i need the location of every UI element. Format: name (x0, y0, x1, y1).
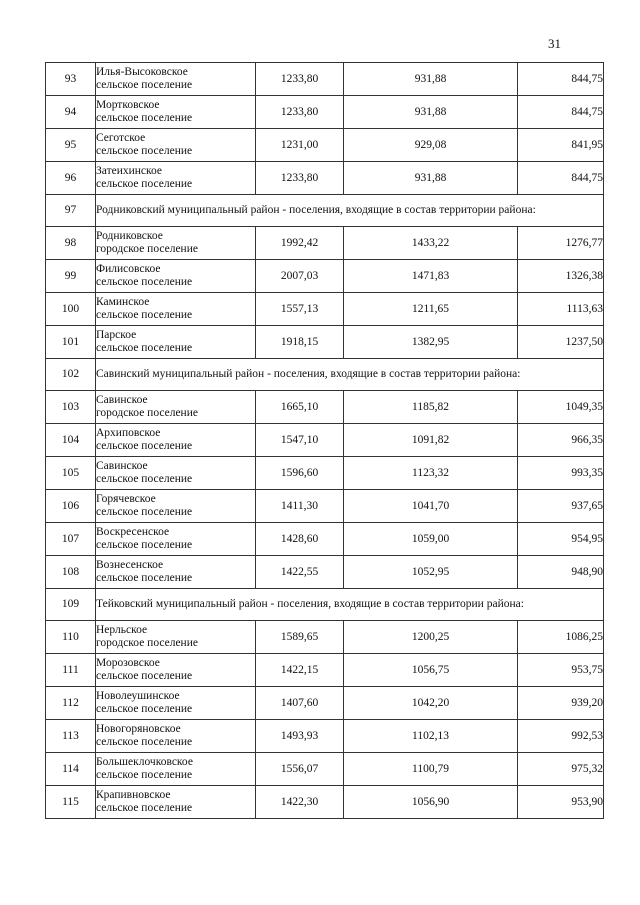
value-1: 1422,15 (256, 654, 344, 687)
table-row (46, 720, 604, 753)
settlement-type: сельское поселение (96, 670, 193, 682)
settlement-name (96, 227, 256, 260)
settlement-title: Нерльское (96, 624, 148, 636)
value-3: 1237,50 (518, 326, 604, 359)
row-number: 113 (46, 720, 96, 753)
value-3: 948,90 (518, 556, 604, 589)
value-1: 1596,60 (256, 457, 344, 490)
table-row (46, 786, 604, 819)
table-row (46, 523, 604, 556)
value-1: 2007,03 (256, 260, 344, 293)
value-2: 1059,00 (344, 523, 518, 556)
settlement-type: городское поселение (96, 637, 198, 649)
value-2: 1382,95 (344, 326, 518, 359)
settlement-title: Савинское (96, 394, 148, 406)
settlement-title: Илья-Высоковское (96, 66, 188, 78)
settlement-title: Воскресенское (96, 526, 170, 538)
row-number: 115 (46, 786, 96, 819)
table-row (46, 326, 604, 359)
value-1: 1547,10 (256, 424, 344, 457)
table-row (46, 424, 604, 457)
settlement-type: сельское поселение (96, 112, 193, 124)
settlement-name (96, 457, 256, 490)
value-1: 1231,00 (256, 129, 344, 162)
settlement-type: городское поселение (96, 407, 198, 419)
value-3: 1326,38 (518, 260, 604, 293)
table-row (46, 753, 604, 786)
value-3: 993,35 (518, 457, 604, 490)
settlements-table (45, 62, 604, 819)
value-3: 1086,25 (518, 621, 604, 654)
row-number: 97 (46, 195, 96, 227)
value-1: 1493,93 (256, 720, 344, 753)
table-row (46, 457, 604, 490)
value-1: 1557,13 (256, 293, 344, 326)
row-number: 98 (46, 227, 96, 260)
value-1: 1589,65 (256, 621, 344, 654)
settlement-type: сельское поселение (96, 309, 193, 321)
settlement-name (96, 326, 256, 359)
value-3: 975,32 (518, 753, 604, 786)
row-number: 105 (46, 457, 96, 490)
district-header-row (46, 195, 604, 227)
settlement-type: сельское поселение (96, 79, 193, 91)
table-body (46, 63, 604, 819)
value-2: 1052,95 (344, 556, 518, 589)
district-heading: Родниковский муниципальный район - поселения, входящие в состав территории района: (96, 195, 604, 227)
settlement-name (96, 260, 256, 293)
table-row (46, 293, 604, 326)
settlement-name (96, 720, 256, 753)
settlement-title: Родниковское (96, 230, 163, 242)
value-2: 931,88 (344, 162, 518, 195)
row-number: 93 (46, 63, 96, 96)
settlement-type: сельское поселение (96, 145, 193, 157)
value-1: 1233,80 (256, 63, 344, 96)
value-2: 931,88 (344, 63, 518, 96)
settlement-type: сельское поселение (96, 736, 193, 748)
settlement-type: городское поселение (96, 243, 198, 255)
value-2: 1123,32 (344, 457, 518, 490)
value-2: 929,08 (344, 129, 518, 162)
table-row (46, 63, 604, 96)
settlement-name (96, 654, 256, 687)
value-3: 937,65 (518, 490, 604, 523)
row-number: 106 (46, 490, 96, 523)
value-3: 841,95 (518, 129, 604, 162)
district-heading: Тейковский муниципальный район - поселения, входящие в состав территории района: (96, 589, 604, 621)
settlement-name (96, 753, 256, 786)
row-number: 114 (46, 753, 96, 786)
value-1: 1233,80 (256, 162, 344, 195)
settlement-name (96, 391, 256, 424)
row-number: 110 (46, 621, 96, 654)
settlement-title: Вознесенское (96, 559, 164, 571)
row-number: 107 (46, 523, 96, 556)
value-3: 1049,35 (518, 391, 604, 424)
settlement-type: сельское поселение (96, 276, 193, 288)
value-3: 966,35 (518, 424, 604, 457)
value-1: 1665,10 (256, 391, 344, 424)
district-header-row (46, 359, 604, 391)
value-2: 1091,82 (344, 424, 518, 457)
value-3: 954,95 (518, 523, 604, 556)
value-2: 1102,13 (344, 720, 518, 753)
settlement-title: Архиповское (96, 427, 161, 439)
value-2: 1185,82 (344, 391, 518, 424)
district-header-row (46, 589, 604, 621)
table-row (46, 162, 604, 195)
settlement-title: Морозовское (96, 657, 160, 669)
settlement-type: сельское поселение (96, 703, 193, 715)
value-3: 1276,77 (518, 227, 604, 260)
row-number: 102 (46, 359, 96, 391)
table-row (46, 621, 604, 654)
settlement-name (96, 621, 256, 654)
row-number: 103 (46, 391, 96, 424)
table-row (46, 490, 604, 523)
settlement-title: Филисовское (96, 263, 161, 275)
settlement-title: Затеихинское (96, 165, 163, 177)
settlement-type: сельское поселение (96, 178, 193, 190)
value-3: 953,90 (518, 786, 604, 819)
value-3: 1113,63 (518, 293, 604, 326)
table-row (46, 556, 604, 589)
settlement-title: Каминское (96, 296, 150, 308)
settlement-name (96, 129, 256, 162)
settlement-name (96, 687, 256, 720)
value-3: 844,75 (518, 63, 604, 96)
table-row (46, 260, 604, 293)
value-2: 1056,75 (344, 654, 518, 687)
value-3: 939,20 (518, 687, 604, 720)
value-3: 992,53 (518, 720, 604, 753)
settlement-name (96, 490, 256, 523)
row-number: 99 (46, 260, 96, 293)
value-1: 1233,80 (256, 96, 344, 129)
table-row (46, 96, 604, 129)
settlement-name (96, 523, 256, 556)
value-2: 931,88 (344, 96, 518, 129)
value-2: 1211,65 (344, 293, 518, 326)
value-2: 1056,90 (344, 786, 518, 819)
value-1: 1422,30 (256, 786, 344, 819)
value-3: 844,75 (518, 162, 604, 195)
settlement-type: сельское поселение (96, 440, 193, 452)
settlement-title: Крапивновское (96, 789, 171, 801)
settlement-type: сельское поселение (96, 473, 193, 485)
settlement-title: Мортковское (96, 99, 160, 111)
row-number: 100 (46, 293, 96, 326)
settlement-name (96, 96, 256, 129)
value-1: 1422,55 (256, 556, 344, 589)
row-number: 101 (46, 326, 96, 359)
value-1: 1407,60 (256, 687, 344, 720)
value-2: 1042,20 (344, 687, 518, 720)
value-1: 1918,15 (256, 326, 344, 359)
value-1: 1428,60 (256, 523, 344, 556)
settlement-type: сельское поселение (96, 572, 193, 584)
settlement-type: сельское поселение (96, 506, 193, 518)
value-2: 1100,79 (344, 753, 518, 786)
value-1: 1556,07 (256, 753, 344, 786)
settlement-name (96, 424, 256, 457)
row-number: 96 (46, 162, 96, 195)
table-row (46, 227, 604, 260)
value-2: 1433,22 (344, 227, 518, 260)
row-number: 95 (46, 129, 96, 162)
settlement-type: сельское поселение (96, 802, 193, 814)
table-row (46, 129, 604, 162)
value-3: 953,75 (518, 654, 604, 687)
district-heading: Савинский муниципальный район - поселения, входящие в состав территории района: (96, 359, 604, 391)
settlement-title: Большеклочковское (96, 756, 193, 768)
value-2: 1200,25 (344, 621, 518, 654)
settlement-name (96, 556, 256, 589)
row-number: 112 (46, 687, 96, 720)
value-1: 1992,42 (256, 227, 344, 260)
row-number: 108 (46, 556, 96, 589)
settlement-title: Савинское (96, 460, 148, 472)
table-row (46, 654, 604, 687)
value-3: 844,75 (518, 96, 604, 129)
settlement-type: сельское поселение (96, 769, 193, 781)
row-number: 104 (46, 424, 96, 457)
settlement-title: Новогоряновское (96, 723, 181, 735)
settlement-type: сельское поселение (96, 539, 193, 551)
value-2: 1471,83 (344, 260, 518, 293)
settlement-title: Новолеушинское (96, 690, 180, 702)
settlement-name (96, 162, 256, 195)
table-row (46, 391, 604, 424)
settlement-title: Парское (96, 329, 137, 341)
value-2: 1041,70 (344, 490, 518, 523)
value-1: 1411,30 (256, 490, 344, 523)
settlement-name (96, 63, 256, 96)
row-number: 109 (46, 589, 96, 621)
settlement-name (96, 786, 256, 819)
table-row (46, 687, 604, 720)
settlement-title: Сеготское (96, 132, 146, 144)
settlement-title: Горячевское (96, 493, 156, 505)
page-number: 31 (548, 36, 561, 51)
settlement-type: сельское поселение (96, 342, 193, 354)
row-number: 94 (46, 96, 96, 129)
settlement-name (96, 293, 256, 326)
row-number: 111 (46, 654, 96, 687)
